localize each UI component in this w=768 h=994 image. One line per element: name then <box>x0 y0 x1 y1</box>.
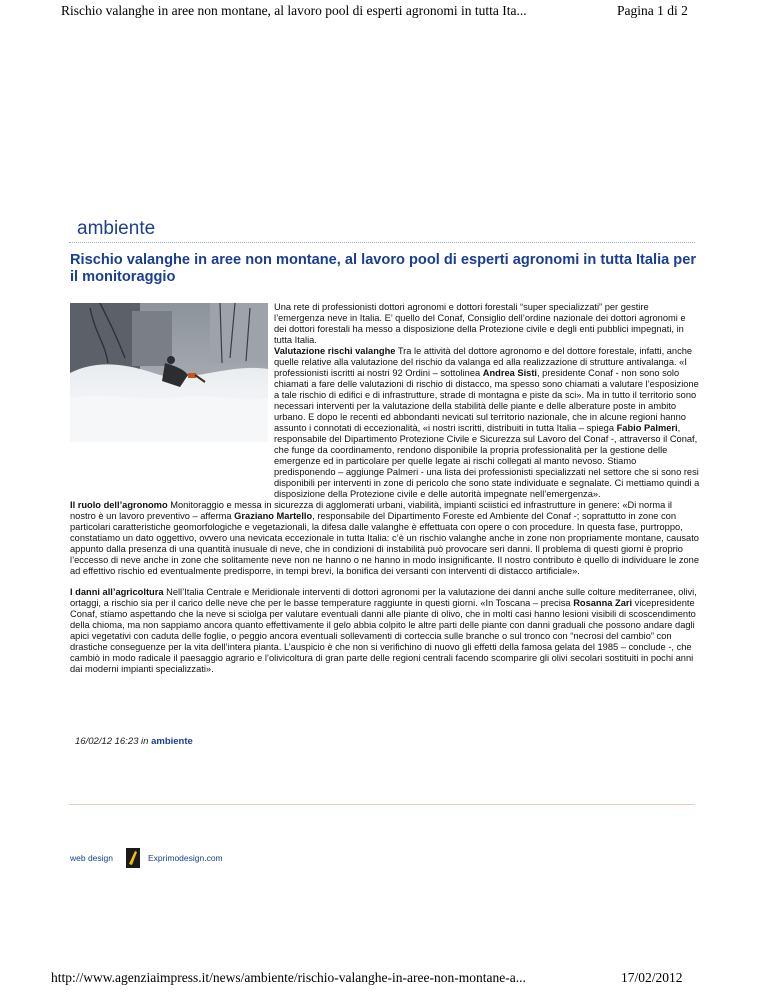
section-divider <box>69 242 695 243</box>
paragraph-danni: I danni all’agricoltura Nell’Italia Centrale e Meridionale interventi di dottori agronomi per la valutazione dei danni anche sulle colture mediterranee, olivi, ortaggi, a rischio sia per il carico delle neve che per le basse temperature raggiunte in questi giorni. «In Toscana – precisa Rosanna Zari vicepresidente Conaf, stiamo aspettando che la neve si sciolga per valutare eventuali danni alle piante di olivo, che in molti casi hanno lesioni visibili di scoscendimento della chioma, ma non sappiamo ancora quanto effettivamente il gelo abbia colpito le altre parti delle piante con danni graduali che possono andare dagli apici vegetativi con caduta delle foglie, o peggio ancora eventuali sollevamenti di corteccia sulle branche o sul tronco con “necrosi del cambio” con drastiche conseguenze per la vita dell’intera pianta. L’auspicio è che non si verifichino di nuovo gli effetti della famosa gelata del 1985 – conclude -, che cambiò in modo radicale il paesaggio agrario e l’olivicoltura di gran parte delle regioni centrali facendo scomparire gli olivi secolari sostituiti in pochi anni dai moderni impianti specializzati». <box>70 587 697 674</box>
person-name: Graziano Martello <box>234 511 313 521</box>
person-name: Andrea Sisti <box>482 368 538 378</box>
print-footer-date: 17/02/2012 <box>621 970 683 985</box>
post-date: 16/02/12 16:23 <box>75 736 139 747</box>
paragraph-heading: Il ruolo dell’agronomo <box>70 500 168 510</box>
paragraph-intro: Una rete di professionisti dottori agronomi e dottori forestali “super specializzati” per gestire l’emergenza neve in Italia. E’ quello del Conaf, Consiglio dell’ordine nazionale dei dottori agronomi e dei dottori forestali ha messo a disposizione della Protezione civile e degli enti pubblici impegnati, in tutta Italia. <box>274 302 686 345</box>
designer-link[interactable]: Exprimodesign.com <box>148 853 223 863</box>
footer-divider <box>69 804 695 805</box>
person-name: Fabio Palmeri <box>616 423 678 433</box>
article-body <box>70 302 700 675</box>
exprimo-logo-icon[interactable] <box>126 848 140 868</box>
category-link[interactable]: ambiente <box>151 736 193 747</box>
person-name: Rosanna Zari <box>573 598 633 608</box>
print-footer <box>0 968 768 990</box>
print-header-page: Pagina 1 di 2 <box>617 3 688 18</box>
paragraph-ruolo: Il ruolo dell’agronomo Monitoraggio e messa in sicurezza di agglomerati urbani, viabilità, impianti sciistici ed infrastrutture in genere: «Di norma il nostro è un lavoro preventivo – afferma Graziano Martello, responsabile del Dipartimento Foreste ed Ambiente del Conaf -; soprattutto in zone con particolari caratteristiche geomorfologiche e vegetazionali, la difesa dalle valanghe è effettuata con opere o con procedure. In questa fase, purtroppo, constatiamo un dato oggettivo, ovvero una nevicata eccezionale in tutta Italia: c’è un rischio valanghe anche in zone non propriamente montane, causato appunto dalla presenza di una quantità inusuale di neve, che in condizioni di instabilità può provocare seri danni. Il problema di questi giorni è proprio l’eccesso di neve anche in zone che solitamente neve non ne hanno o ne hanno in modo insignificante. Il nostro contributo è quello di individuare le zone ad effettivo rischio ed eventualmente predisporre, in tempi brevi, la bonifica dei versanti con interventi di distacco artificiale». <box>70 500 699 576</box>
print-footer-url: http://www.agenziaimpress.it/news/ambiente/rischio-valanghe-in-aree-non-montane-a... <box>51 970 526 985</box>
paragraph-heading: Valutazione rischi valanghe <box>274 346 396 356</box>
article-title[interactable]: Rischio valanghe in aree non montane, al lavoro pool di esperti agronomi in tutta Italia per il monitoraggio <box>70 252 697 285</box>
print-header-title: Rischio valanghe in aree non montane, al lavoro pool di esperti agronomi in tutta Ita... <box>61 3 527 18</box>
paragraph-valutazione: Valutazione rischi valanghe Tra le attività del dottore agronomo e del dottore forestale, infatti, anche quelle relative alla valutazione del rischio da valanga ed alla realizzazione di strutture antivalanga. «I professionisti iscritti ai nostri 92 Ordini – sottolinea Andrea Sisti, presidente Conaf - non sono solo chiamati a fare delle valutazioni di rischio di distacco, ma spesso sono chiamati a valutare l’esposizione a tale rischio di edifici e di infrastrutture, strade di montagna e piste da sci». Ma in tutto il territorio sono necessari interventi per la valutazione della stabilità delle piante e delle alberature poste in ambito urbano. E dopo le recenti ed abbondanti nevicati sul territorio nazionale, che in alcune regioni hanno assunto i connotati di eccezionalità, «i nostri iscritti, distribuiti in tutta Italia – spiega Fabio Palmeri, responsabile del Dipartimento Protezione Civile e Sicurezza sul Lavoro del Conaf -, attraverso il Conaf, che funge da coordinamento, rendono disponibile la propria professionalità per la gestione delle emergenze ed in particolare per quelle legate ai rischi collegati al manto nevoso. Stiamo predisponendo – aggiunge Palmeri - una lista dei professionisti specializzati nel settore che si sono resi disponibili per interventi in zone di pericolo che sono state individuate e segnalate. Ci mettiamo quindi a disposizione della Protezione civile e delle autorità impegnate nell’emergenza». <box>274 346 700 499</box>
print-header <box>0 0 768 22</box>
section-heading[interactable]: ambiente <box>77 218 156 239</box>
post-meta: 16/02/12 16:23 in ambiente <box>75 736 193 747</box>
web-design-label[interactable]: web design <box>70 853 114 863</box>
paragraph-heading: I danni all’agricoltura <box>70 587 164 597</box>
